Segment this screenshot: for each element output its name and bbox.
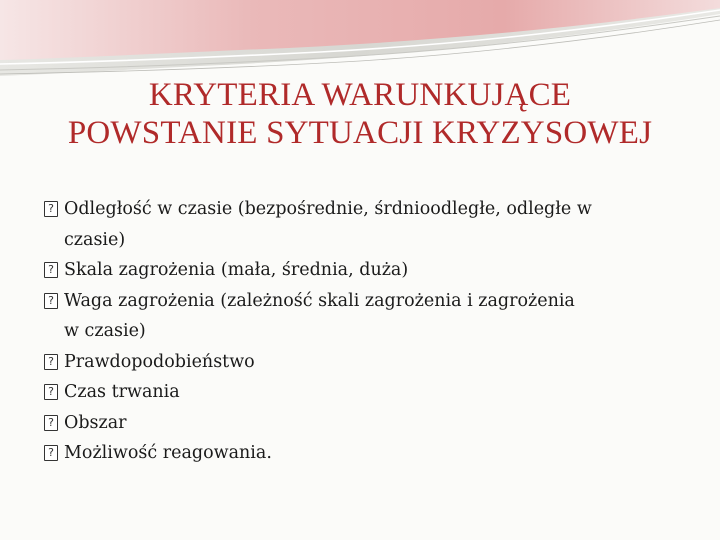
- list-item-text-continued: czasie): [64, 229, 126, 250]
- list-item: [44, 438, 684, 469]
- list-item: [44, 286, 684, 347]
- list-item-text: Obszar: [64, 412, 127, 433]
- list-item-text: Odległość w czasie (bezpośrednie, śrdnioodległe, odległe w: [64, 199, 592, 219]
- list-item: [44, 347, 684, 378]
- list-item-text: Możliwość reagowania.: [64, 443, 272, 463]
- list-item-text: Czas trwania: [64, 382, 180, 402]
- criteria-list: [44, 194, 684, 469]
- missing-glyph-bullet-icon: [44, 262, 58, 278]
- list-item-text: Waga zagrożenia (zależność skali zagrożenia i zagrożenia: [64, 290, 575, 311]
- missing-glyph-bullet-icon: [44, 445, 58, 461]
- list-item: [44, 408, 684, 439]
- slide-title: [0, 76, 720, 152]
- missing-glyph-bullet-icon: [44, 415, 58, 431]
- decorative-header-band: [0, 0, 720, 80]
- list-item-text: Skala zagrożenia (mała, średnia, duża): [64, 260, 409, 280]
- missing-glyph-bullet-icon: [44, 384, 58, 400]
- list-item: [44, 255, 684, 286]
- list-item-text: Prawdopodobieństwo: [64, 351, 255, 372]
- missing-glyph-bullet-icon: [44, 293, 58, 309]
- list-item: [44, 194, 684, 255]
- missing-glyph-bullet-icon: [44, 201, 58, 217]
- title-line-2: POWSTANIE SYTUACJI KRYZYSOWEJ: [67, 115, 653, 151]
- title-line-1: KRYTERIA WARUNKUJĄCE: [148, 77, 572, 113]
- list-item: [44, 377, 684, 408]
- missing-glyph-bullet-icon: [44, 354, 58, 370]
- list-item-text-continued: w czasie): [64, 321, 146, 341]
